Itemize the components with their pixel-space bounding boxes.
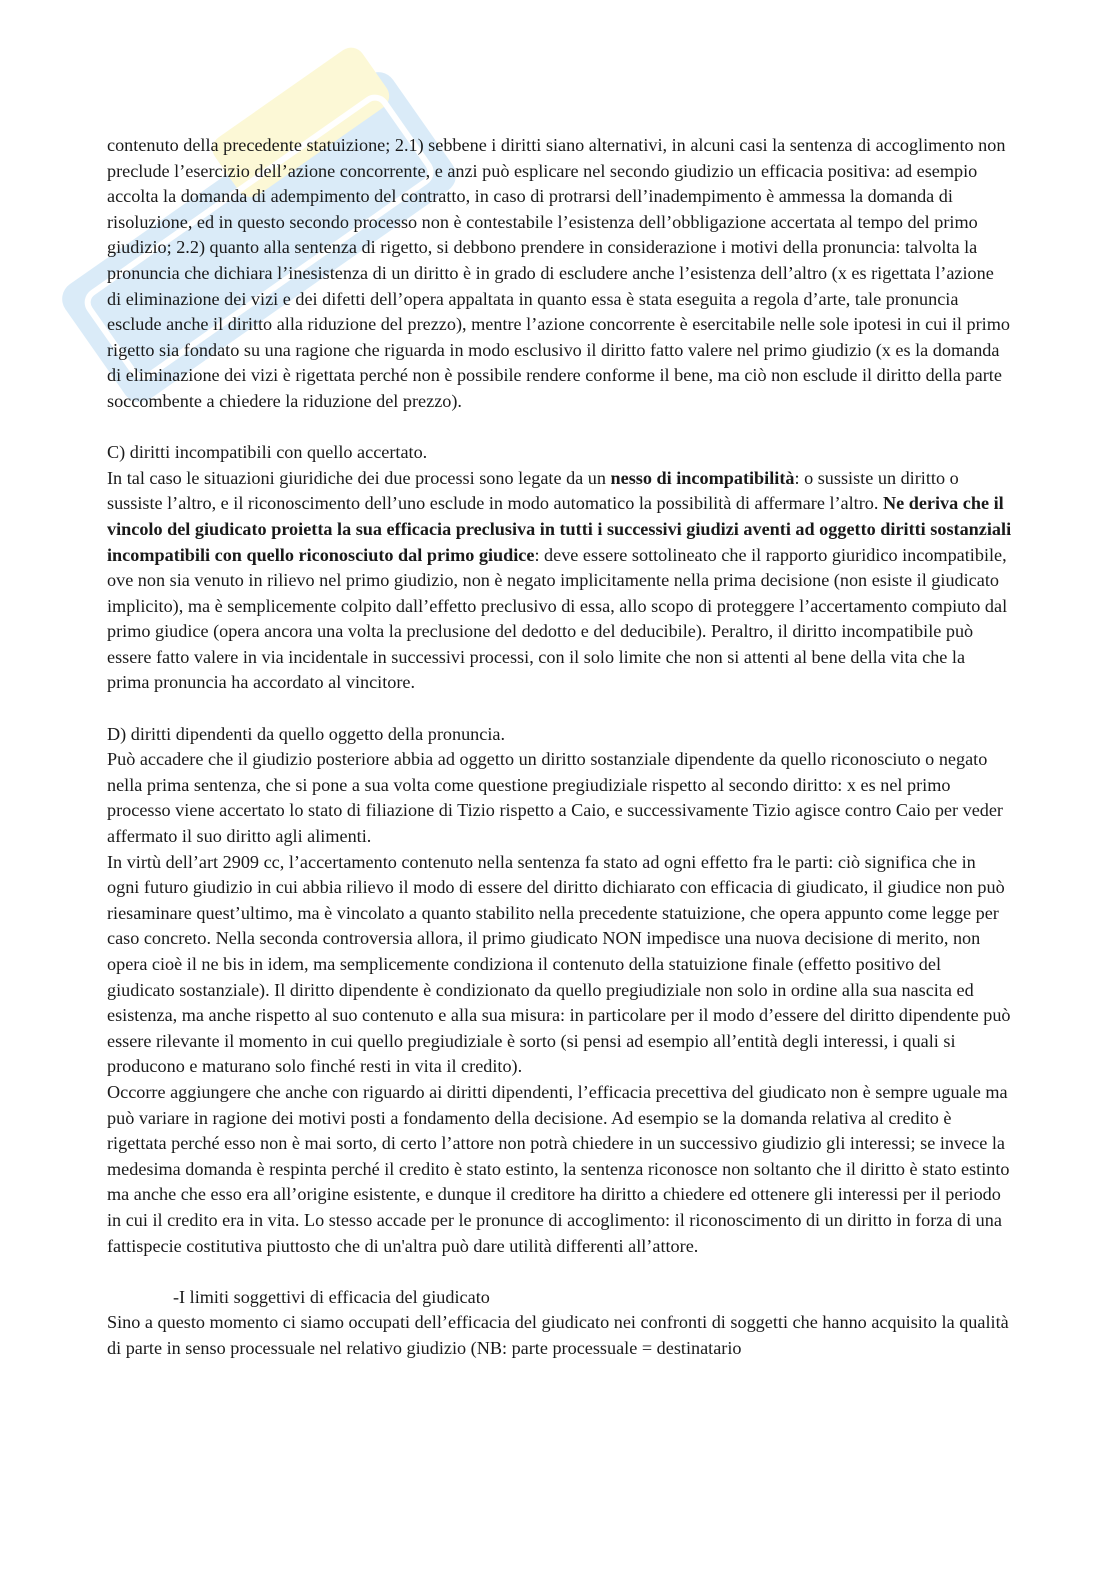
paragraph-subjective-limits: Sino a questo momento ci siamo occupati dell’efficacia del giudicato nei confronti di soggetti che hanno acquisito la qualità di parte in senso processuale nel relativo giudizio (NB: parte processuale = destinatario <box>107 1312 1009 1358</box>
heading-subjective-limits: -I limiti soggettivi di efficacia del giudicato <box>173 1286 490 1307</box>
paragraph-dependent-rights-2: In virtù dell’art 2909 cc, l’accertamento contenuto nella sentenza fa stato ad ogni effetto fra le parti: ciò significa che in ogni futuro giudizio in cui abbia rilievo il modo di essere del diritto dichiarato con efficacia di giudicato, il giudice non può riesaminare quest’ultimo, ma è vincolato a quanto stabilito nella precedente statuizione, che opera appunto come legge per caso concreto. Nella seconda controversia allora, il primo giudicato NON impedisce una nuova decisione di merito, non opera cioè il ne bis in idem, ma semplicemente condiziona il contenuto della statuizione finale (effetto positivo del giudicato sostanziale). Il diritto dipendente è condizionato da quello pregiudiziale non solo in ordine alla sua nascita ed esistenza, ma anche rispetto al suo contenuto e alla sua misura: in particolare per il modo d’essere del diritto dipendente può essere rilevante il momento in cui quello pregiudiziale è sorto (si pensi ad esempio all’entità degli interessi, i quali si producono e maturano solo finché resti in vita il credito). <box>107 851 1011 1077</box>
heading-incompatible-rights: C) diritti incompatibili con quello accertato. <box>107 442 428 463</box>
paragraph-dependent-rights-3: Occorre aggiungere che anche con riguardo ai diritti dipendenti, l’efficacia precettiva del giudicato non è sempre uguale ma può variare in ragione dei motivi posti a fondamento della decisione. Ad esempio se la domanda relativa al credito è rigettata perché esso non è mai sorto, di certo l’attore non potrà chiedere in un successivo giudizio gli interessi; se invece la medesima domanda è respinta perché il credito è stato estinto, la sentenza riconosce non soltanto che il diritto è stato estinto ma anche che esso era all’origine esistente, e dunque il creditore ha diritto a chiedere ed ottenere gli interessi per il periodo in cui il credito era in vita. Lo stesso accade per le pronunce di accoglimento: il riconoscimento di un diritto in forza di una fattispecie costitutiva piuttosto che di un'altra può dare utilità differenti all’attore. <box>107 1081 1010 1256</box>
bold-term-incompatibility: nesso di incompatibilità <box>610 467 795 488</box>
paragraph-dependent-rights-1: Può accadere che il giudizio posteriore abbia ad oggetto un diritto sostanziale dipendente da quello riconosciuto o negato nella prima sentenza, che si pone a sua volta come questione pregiudiziale rispetto al secondo diritto: x es nel primo processo viene accertato lo stato di filiazione di Tizio rispetto a Caio, e successivamente Tizio agisce contro Caio per veder affermato il suo diritto agli alimenti. <box>107 749 1003 847</box>
paragraph-alternative-rights: contenuto della precedente statuizione; 2.1) sebbene i diritti siano alternativi, in alcuni casi la sentenza di accoglimento non preclude l’esercizio dell’azione concorrente, e anzi può esplicare nel secondo giudizio un efficacia positiva: ad esempio accolta la domanda di adempimento del contratto, in caso di protrarsi dell’inadempimento è ammessa la domanda di risoluzione, ed in questo secondo processo non è contestabile l’esistenza dell’obbligazione accertata al tempo del primo giudizio; 2.2) quanto alla sentenza di rigetto, si debbono prendere in considerazione i motivi della pronuncia: talvolta la pronuncia che dichiara l’inesistenza di un diritto è in grado di escludere anche l’esistenza dell’altro (x es rigettata l’azione di eliminazione dei vizi e dei difetti dell’opera appaltata in quanto essa è stata eseguita a regola d’arte, tale pronuncia esclude anche il diritto alla riduzione del prezzo), mentre l’azione concorrente è esercitabile nelle sole ipotesi in cui il primo rigetto sia fondato su una ragione che riguarda in modo esclusivo il diritto fatto valere nel primo giudizio (x es la domanda di eliminazione dei vizi è rigettata perché non è possibile rendere conforme il bene, ma ciò non esclude il diritto della parte soccombente a chiedere la riduzione del prezzo). <box>107 135 1010 411</box>
paragraph-incompatible-rights <box>107 466 1012 696</box>
bold-principle-preclusive: Ne deriva che il vincolo del giudicato proietta la sua efficacia preclusiva in tutti i successivi giudizi aventi ad oggetto diritti sostanziali incompatibili con quello riconosciuto dal primo giudice <box>107 493 1012 565</box>
text-segment: : deve essere sottolineato che il rapporto giuridico incompatibile, ove non sia venuto in rilievo nel primo giudizio, non è negato implicitamente nella prima decisione (non esiste il giudicato implicito), ma è semplicemente colpito dall’effetto preclusivo di essa, allo scopo di proteggere l’accertamento compiuto dal primo giudice (opera ancora una volta la preclusione del dedotto e del deducibile). Peraltro, il diritto incompatibile può essere fatto valere in via incidentale in successivi processi, con il solo limite che non si attenti al bene della vita che la prima pronuncia ha accordato al vincitore. <box>107 544 1008 693</box>
heading-dependent-rights: D) diritti dipendenti da quello oggetto della pronuncia. <box>107 723 506 744</box>
text-segment: : o sussiste un diritto o sussiste l’altro, e il riconoscimento dell’uno esclude in modo automatico la possibilità di affermare l’altro. <box>107 467 959 514</box>
document-body <box>107 133 1012 1362</box>
text-segment: In tal caso le situazioni giuridiche dei due processi sono legate da un <box>107 467 611 488</box>
